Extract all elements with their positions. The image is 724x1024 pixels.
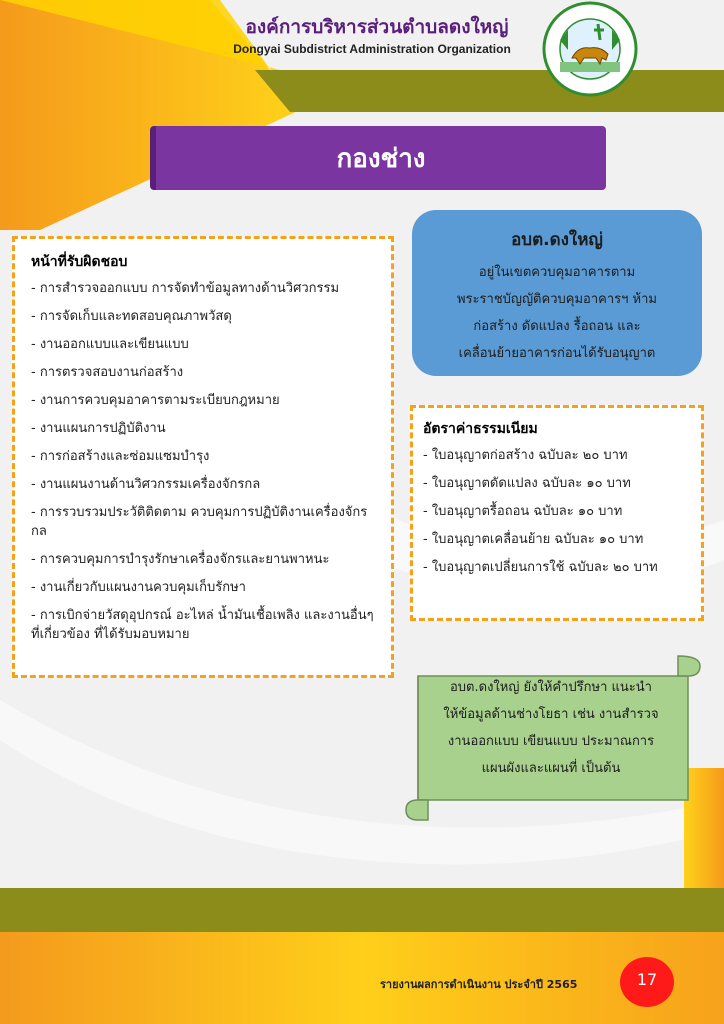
responsibility-item: - การสำรวจออกแบบ การจัดทำข้อมูลทางด้านวิศวกรรม	[31, 281, 340, 296]
page-number-badge: 17	[620, 957, 674, 1007]
responsibility-item: - การเบิกจ่ายวัสดุอุปกรณ์ อะไหล่ น้ำมันเชื้อเพลิง และงานอื่นๆที่เกี่ยวข้อง ที่ได้รับมอบหมาย	[31, 608, 374, 642]
advice-line: ให้ข้อมูลด้านช่างโยธา เช่น งานสำรวจ	[443, 707, 659, 722]
responsibility-item: - การก่อสร้างและซ่อมแซมบำรุง	[31, 449, 210, 464]
fee-item: - ใบอนุญาตเคลื่อนย้าย ฉบับละ ๑๐ บาท	[423, 532, 644, 547]
header-title: องค์การบริหารส่วนตำบลดงใหญ่	[245, 16, 509, 38]
responsibility-item: - การจัดเก็บและทดสอบคุณภาพวัสดุ	[31, 309, 232, 324]
fee-item: - ใบอนุญาตรื้อถอน ฉบับละ ๑๐ บาท	[423, 504, 623, 519]
responsibilities-box	[12, 236, 394, 678]
about-line: พระราชบัญญัติควบคุมอาคารฯ ห้าม	[457, 292, 657, 307]
report-label: รายงานผลการดำเนินงาน ประจำปี 2565	[380, 978, 578, 991]
responsibility-item: - งานการควบคุมอาคารตามระเบียบกฎหมาย	[31, 393, 280, 408]
responsibility-item: - การรวบรวมประวัติติดตาม ควบคุมการปฏิบัติงานเครื่องจักรกล	[31, 505, 368, 539]
fee-item: - ใบอนุญาตเปลี่ยนการใช้ ฉบับละ ๒๐ บาท	[423, 560, 658, 575]
responsibility-item: - การตรวจสอบงานก่อสร้าง	[31, 365, 184, 380]
department-title: กองช่าง	[336, 144, 426, 174]
about-line: อยู่ในเขตควบคุมอาคารตาม	[478, 265, 636, 280]
department-banner	[150, 126, 606, 190]
fee-item: - ใบอนุญาตดัดแปลง ฉบับละ ๑๐ บาท	[423, 476, 631, 491]
about-line: เคลื่อนย้ายอาคารก่อนได้รับอนุญาต	[458, 346, 656, 361]
about-text	[412, 259, 702, 367]
responsibility-item: - งานแผนการปฏิบัติงาน	[31, 421, 166, 436]
responsibility-item: - งานเกี่ยวกับแผนงานควบคุมเก็บรักษา	[31, 580, 246, 595]
advice-line: อบต.ดงใหญ่ ยังให้คำปรึกษา แนะนำ	[450, 680, 652, 695]
fee-item: - ใบอนุญาตก่อสร้าง ฉบับละ ๒๐ บาท	[423, 448, 628, 463]
responsibility-item: - การควบคุมการบำรุงรักษาเครื่องจักรและยานพาหนะ	[31, 552, 330, 567]
responsibility-item: - งานแผนงานด้านวิศวกรรมเครื่องจักรกล	[31, 477, 261, 492]
about-line: ก่อสร้าง ดัดแปลง รื้อถอน และ	[473, 319, 641, 334]
about-title: อบต.ดงใหญ่	[511, 230, 603, 250]
about-box	[412, 210, 702, 376]
responsibilities-heading: หน้าที่รับผิดชอบ	[31, 254, 128, 270]
advice-line: งานออกแบบ เขียนแบบ ประมาณการ	[447, 734, 655, 749]
advice-line: แผนผังและแผนที่ เป็นต้น	[481, 761, 621, 776]
responsibility-item: - งานออกแบบและเขียนแบบ	[31, 337, 189, 352]
fees-box	[410, 405, 704, 621]
fees-heading: อัตราค่าธรรมเนียม	[423, 421, 538, 437]
advice-text	[432, 674, 670, 782]
header-subtitle: Dongyai Subdistrict Administration Organization	[233, 42, 511, 56]
organization-logo	[538, 0, 642, 98]
